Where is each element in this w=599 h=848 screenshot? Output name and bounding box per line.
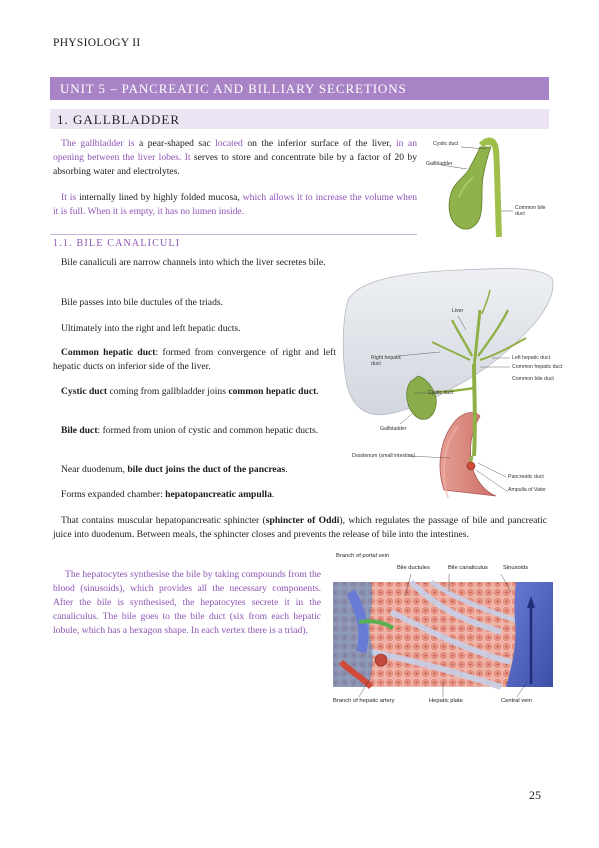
canaliculi-p1: Bile canaliculi are narrow channels into which the liver secretes bile. — [61, 257, 326, 268]
label-hepatic-plate: Hepatic plate — [429, 698, 463, 704]
label-cystic-duct: Cystic duct — [433, 141, 459, 147]
canaliculi-p9: That contains muscular hepatopancreatic sphincter (sphincter of Oddi), which regulates the passage of bile and pancreatic juice into duodenum. Between meals, the sphincter closes and prevents the release of bile into the intestines. — [53, 515, 547, 540]
liver-figure — [340, 260, 563, 500]
label-common-hepatic-duct: Common hepatic duct — [512, 364, 563, 370]
label-sinusoids: Sinusoids — [503, 565, 529, 571]
label-hepatic-artery: Branch of hepatic artery — [333, 698, 395, 704]
label-bile-ductules: Bile ductules — [397, 565, 430, 571]
section-banner — [50, 109, 549, 129]
label-left-hepatic-duct: Left hepatic duct — [512, 355, 551, 361]
label-common-bile-duct: Common bile duct — [512, 376, 554, 382]
canaliculi-p3: Ultimately into the right and left hepatic ducts. — [61, 323, 241, 334]
label-gallbladder: Gallbladder — [380, 426, 407, 432]
gallbladder-figure — [425, 137, 555, 247]
canaliculi-p6: Bile duct: formed from union of cystic and common hepatic ducts. — [61, 425, 319, 436]
label-bile-canaliculus: Bile canaliculus — [448, 565, 488, 571]
gallbladder-illustration — [425, 137, 555, 247]
label-pancreatic-duct: Pancreatic duct — [508, 474, 544, 480]
canaliculi-p10: The hepatocytes synthesise the bile by taking compounds from the blood (sinusoids), which provides all the necessary components. After the bile is synthesised, the hepatocytes secrete it in the canaliculus. The bile goes to the bile duct (six from each hepatic lobule, which has a hexagon shape. In each vertex there is a triad). — [53, 569, 321, 636]
section-title: 1. GALLBLADDER — [57, 112, 181, 127]
canaliculi-p4: Common hepatic duct: formed from convergence of right and left hepatic ducts on inferior side of the liver. — [53, 347, 337, 372]
canaliculi-p2: Bile passes into bile ductules of the triads. — [61, 297, 223, 308]
label-right-hepatic-duct: Right hepatic duct — [371, 355, 402, 367]
label-gallbladder: Gallbladder — [426, 161, 453, 167]
subsection-title: 1.1. BILE CANALICULI — [53, 238, 181, 249]
canaliculi-p7: Near duodenum, bile duct joins the duct of the pancreas. — [61, 464, 288, 475]
label-cystic-duct: Cystic duct — [428, 390, 454, 396]
canaliculi-p5: Cystic duct coming from gallbladder joins common hepatic duct. — [61, 386, 319, 397]
label-common-bile-duct: Common bile duct — [515, 205, 546, 217]
lobule-figure — [331, 552, 555, 712]
label-duodenum: Duodenum (small intestine) — [352, 453, 416, 459]
label-central-vein: Central vein — [501, 698, 532, 704]
label-portal-vein: Branch of portal vein — [336, 553, 390, 559]
subsection-rule — [50, 234, 417, 235]
lobule-illustration — [331, 552, 555, 712]
label-ampulla: Ampulla of Vater — [508, 487, 546, 493]
canaliculi-p8: Forms expanded chamber: hepatopancreatic ampulla. — [61, 489, 275, 500]
running-head: PHYSIOLOGY II — [53, 37, 141, 49]
unit-banner — [50, 77, 549, 100]
label-liver: Liver — [452, 308, 464, 314]
page-number: 25 — [529, 788, 541, 802]
unit-title: UNIT 5 – PANCREATIC AND BILLIARY SECRETIONS — [60, 81, 407, 96]
gallbladder-paragraph-1: The gallbladder is a pear-shaped sac located on the inferior surface of the liver, in an opening between the liver lobes. It serves to store and concentrate bile by a factor of 20 by absorbing water and electrolytes. — [53, 138, 417, 177]
gallbladder-paragraph-2: It is internally lined by highly folded mucosa, which allows it to increase the volume when it is full. When it is empty, it has no lumen inside. — [53, 192, 418, 217]
